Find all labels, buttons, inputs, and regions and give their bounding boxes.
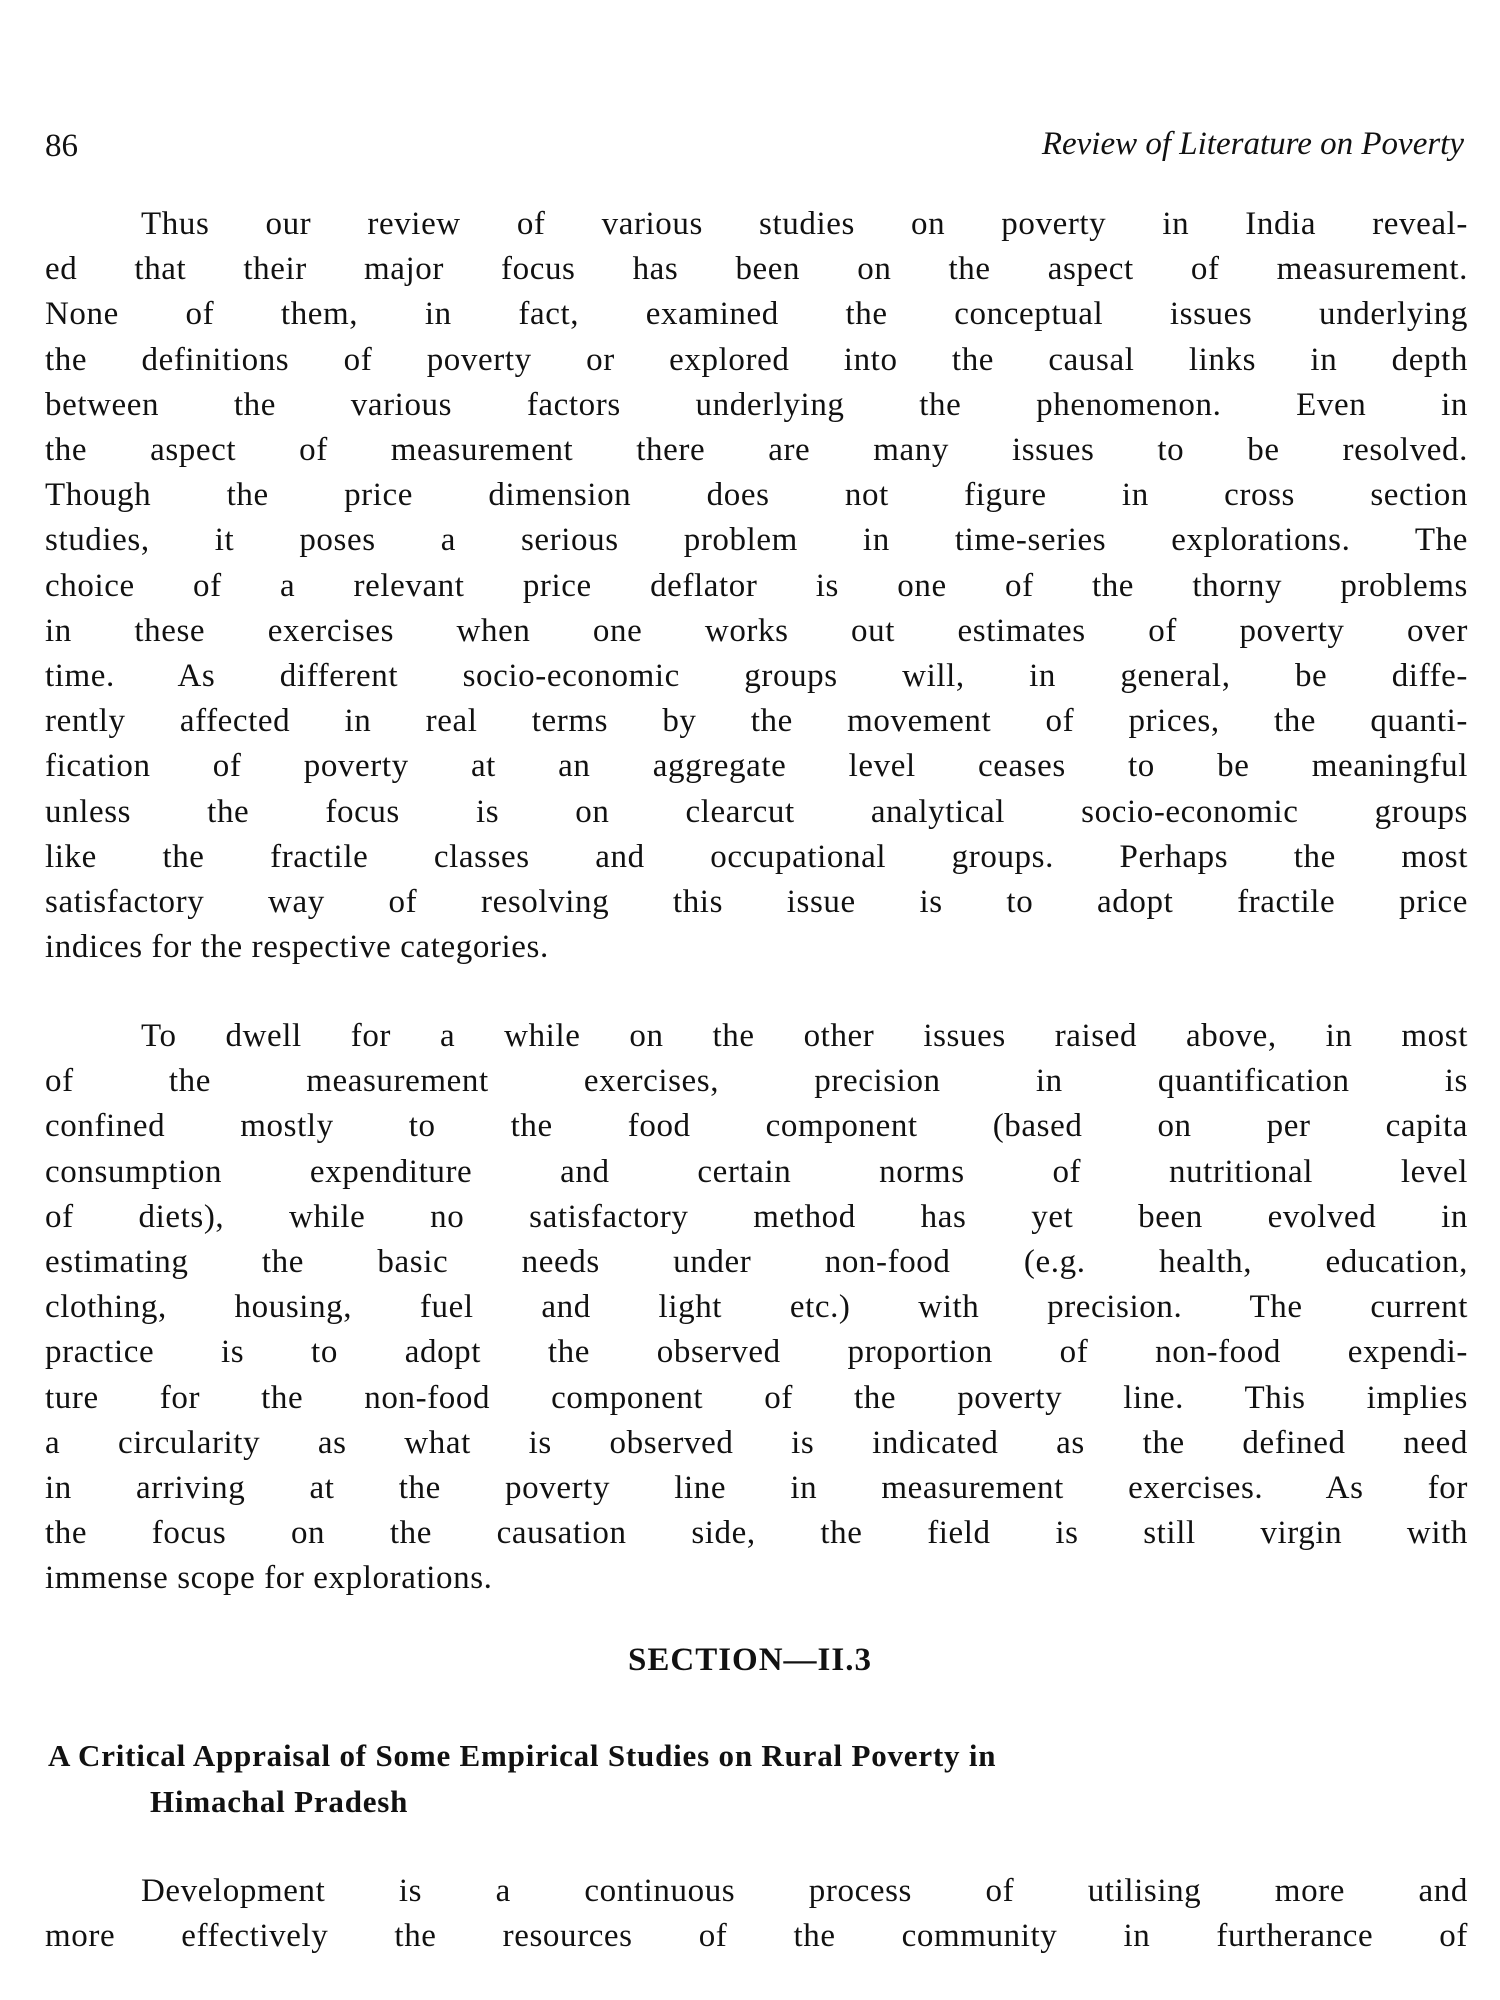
text-line: the definitions of poverty or explored into the causal links in depth (45, 341, 1468, 378)
text-line: choice of a relevant price deflator is one of the thorny problems (45, 567, 1468, 604)
text-line: of the measurement exercises, precision in quantification is (45, 1063, 1468, 1100)
text-line: in these exercises when one works out estimates of poverty over (45, 612, 1468, 649)
text-line: rently affected in real terms by the movement of prices, the quanti- (45, 703, 1468, 740)
section-subheading-cont: Himachal Pradesh (150, 1784, 409, 1819)
section-subheading: A Critical Appraisal of Some Empirical Studies on Rural Poverty in (48, 1738, 997, 1773)
text-line: estimating the basic needs under non-food (e.g. health, education, (45, 1244, 1468, 1280)
text-line: of diets), while no satisfactory method has yet been evolved in (45, 1198, 1468, 1235)
section-heading: SECTION—II.3 (628, 1642, 872, 1678)
text-line: time. As different socio-economic groups will, in general, be diffe- (45, 658, 1468, 694)
text-line: studies, it poses a serious problem in time-series explorations. The (45, 522, 1468, 559)
running-header: Review of Literature on Poverty (1041, 126, 1464, 162)
text-line: confined mostly to the food component (based on per capita (45, 1108, 1468, 1145)
text-line: clothing, housing, fuel and light etc.) with precision. The current (45, 1289, 1468, 1326)
page-number: 86 (45, 128, 78, 164)
text-line: practice is to adopt the observed proportion of non-food expendi- (45, 1334, 1468, 1371)
text-line: between the various factors underlying the phenomenon. Even in (45, 386, 1468, 423)
text-line: consumption expenditure and certain norms of nutritional level (45, 1153, 1468, 1190)
text-line: satisfactory way of resolving this issue is to adopt fractile price (45, 884, 1468, 920)
text-line: like the fractile classes and occupational groups. Perhaps the most (45, 838, 1468, 875)
text-line: ture for the non-food component of the poverty line. This implies (45, 1379, 1468, 1416)
text-line: ed that their major focus has been on the aspect of measurement. (45, 251, 1468, 288)
text-line: the aspect of measurement there are many issues to be resolved. (45, 432, 1468, 468)
text-line: Development is a continuous process of utilising more and (141, 1873, 1468, 1909)
text-line: To dwell for a while on the other issues raised above, in most (141, 1018, 1468, 1054)
text-line: fication of poverty at an aggregate level ceases to be meaningful (45, 748, 1468, 785)
text-line: in arriving at the poverty line in measurement exercises. As for (45, 1470, 1468, 1506)
text-line: a circularity as what is observed is indicated as the defined need (45, 1424, 1468, 1461)
text-line: the focus on the causation side, the field is still virgin with (45, 1515, 1468, 1552)
text-line: more effectively the resources of the community in furtherance of (45, 1918, 1468, 1955)
text-line: None of them, in fact, examined the conceptual issues underlying (45, 296, 1468, 333)
text-line: unless the focus is on clearcut analytical socio-economic groups (45, 793, 1468, 830)
text-line: Thus our review of various studies on poverty in India reveal- (141, 206, 1468, 242)
text-line: indices for the respective categories. (45, 929, 549, 966)
text-line: Though the price dimension does not figure in cross section (45, 477, 1468, 514)
text-line: immense scope for explorations. (45, 1560, 493, 1597)
